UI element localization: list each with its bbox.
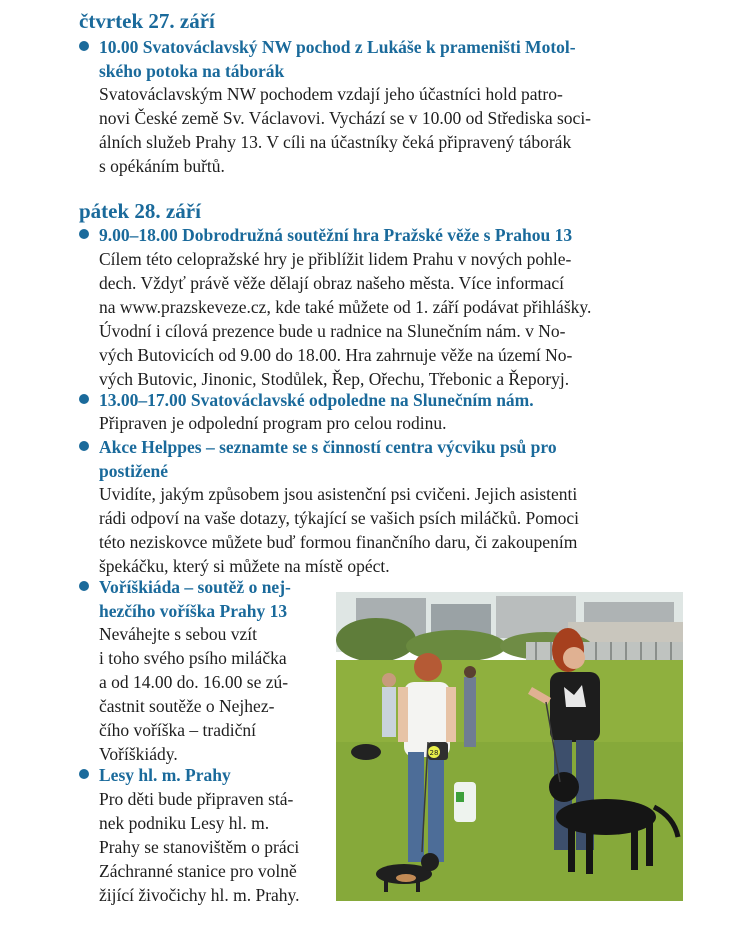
event-title: 9.00–18.00 Dobrodružná soutěžní hra Pražské věže s Prahou 13: [99, 225, 573, 245]
event-description: Neváhejte s sebou vzít i toho svého psího miláčka a od 14.00 do. 16.00 se zú- častnit soutěže o Nejhez- čího voříška – tradiční Voříškiády.: [99, 624, 289, 764]
event-description: Uvidíte, jakým způsobem jsou asistenční psi cvičeni. Jejich asistenti rádi odpoví na vaše dotazy, týkající se vašich psích miláčků. Pomoci této neziskovce můžete buď formou finančního daru, či zakoupením špekáčku, který si můžete na místě opéct.: [99, 484, 579, 576]
bullet-icon: [79, 229, 89, 239]
bullet-icon: [79, 41, 89, 51]
event-title: 13.00–17.00 Svatováclavské odpoledne na Slunečním nám.: [99, 390, 534, 410]
event-description: Připraven je odpolední program pro celou rodinu.: [99, 413, 447, 433]
bullet-icon: [79, 769, 89, 779]
bib-number: 28: [429, 749, 439, 757]
event-title: Voříškiáda – soutěž o nej- hezčího voříška Prahy 13: [99, 577, 291, 621]
event-description: Cílem této celopražské hry je přiblížit lidem Prahu v nových pohle- dech. Vždyť právě věže dělají obraz našeho města. Více informací na www.prazskeveze.cz, kde také můžete od 1. září podávat přihlášky. Úvodní i cílová prezence bude u radnice na Slunečním nám. v No- vých Butovicích od 9.00 do 18.00. Hra zahrnuje věže na území No- vých Butovic, Jinonic, Stodůlek, Řep, Ořechu, Třebonic a Řeporyj.: [99, 249, 592, 389]
event-title: Lesy hl. m. Prahy: [99, 765, 231, 785]
bullet-icon: [79, 581, 89, 591]
event-title: 10.00 Svatováclavský NW pochod z Lukáše k prameništi Motol- ského potoka na táborák: [99, 37, 576, 81]
event-description: Svatováclavským NW pochodem vzdají jeho účastníci hold patro- novi České země Sv. Václavovi. Vychází se v 10.00 od Střediska soci- álních služeb Prahy 13. V cíli na účastníky čeká připravený táborák s opékáním buřtů.: [99, 84, 592, 176]
event-title: Akce Helppes – seznamte se s činností centra výcviku psů pro postižené: [99, 437, 557, 481]
day-heading-friday: pátek 28. září: [79, 199, 201, 223]
day-heading-thursday: čtvrtek 27. září: [79, 9, 215, 33]
dog-show-photo: [336, 592, 683, 901]
event-description: Pro děti bude připraven stá- nek podniku Lesy hl. m. Prahy se stanovištěm o práci Záchranné stanice pro volně žijící živočichy hl. m. Prahy.: [99, 789, 300, 905]
bullet-icon: [79, 394, 89, 404]
bullet-icon: [79, 441, 89, 451]
